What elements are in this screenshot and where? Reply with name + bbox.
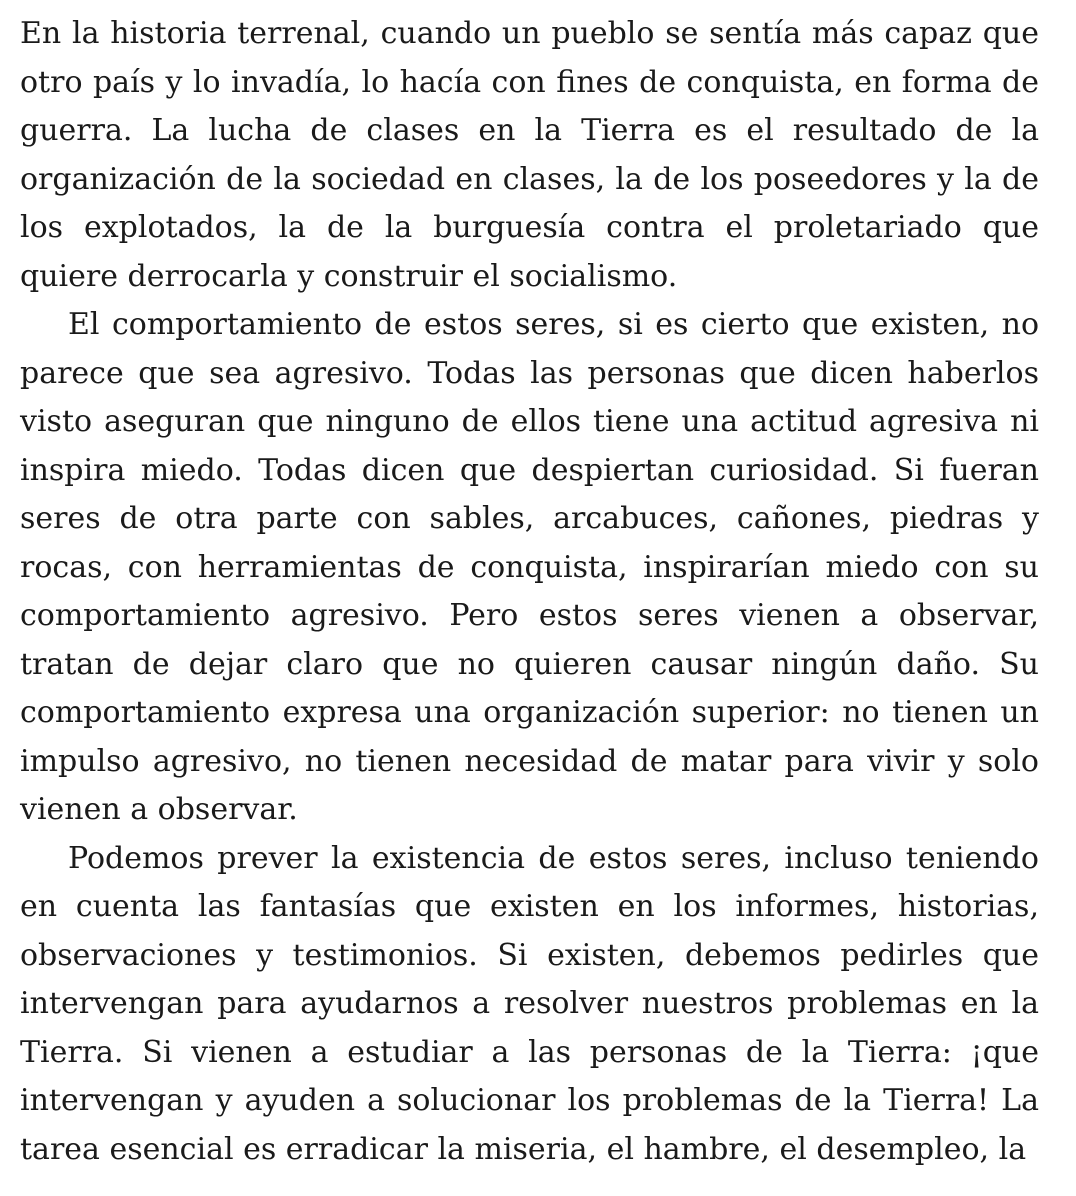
paragraph-3: Podemos prever la existencia de estos seres, incluso teniendo en cuenta las fantasías que existen en los informes, historias, observaciones y testimonios. Si existen, debemos pedirles que intervengan para ayudarnos a resolver nuestros problemas en la Tierra. Si vienen a estudiar a las personas de la Tierra: ¡que intervengan y ayuden a solucionar los problemas de la Tierra! La tarea esencial es erradicar la miseria, el hambre, el desempleo, la	[20, 840, 1039, 1167]
paragraph-1: En la historia terrenal, cuando un pueblo se sentía más capaz que otro país y lo invadía, lo hacía con fines de conquista, en forma de guerra. La lucha de clases en la Tierra es el resultado de la organización de la sociedad en clases, la de los poseedores y la de los explotados, la de la burguesía contra el proletariado que quiere derrocarla y construir el socialismo.	[20, 16, 1039, 294]
paragraph-2: El comportamiento de estos seres, si es cierto que existen, no parece que sea agresivo. Todas las personas que dicen haberlos visto aseguran que ninguno de ellos tiene una actitud agresiva ni inspira miedo. Todas dicen que despiertan curiosidad. Si fueran seres de otra parte con sables, arcabuces, cañones, piedras y rocas, con herramientas de conquista, inspirarían miedo con su comportamiento agresivo. Pero estos seres vienen a observar, tratan de dejar claro que no quieren causar ningún daño. Su comportamiento expresa una organización superior: no tienen un impulso agresivo, no tienen necesidad de matar para vivir y solo vienen a observar.	[20, 307, 1039, 827]
